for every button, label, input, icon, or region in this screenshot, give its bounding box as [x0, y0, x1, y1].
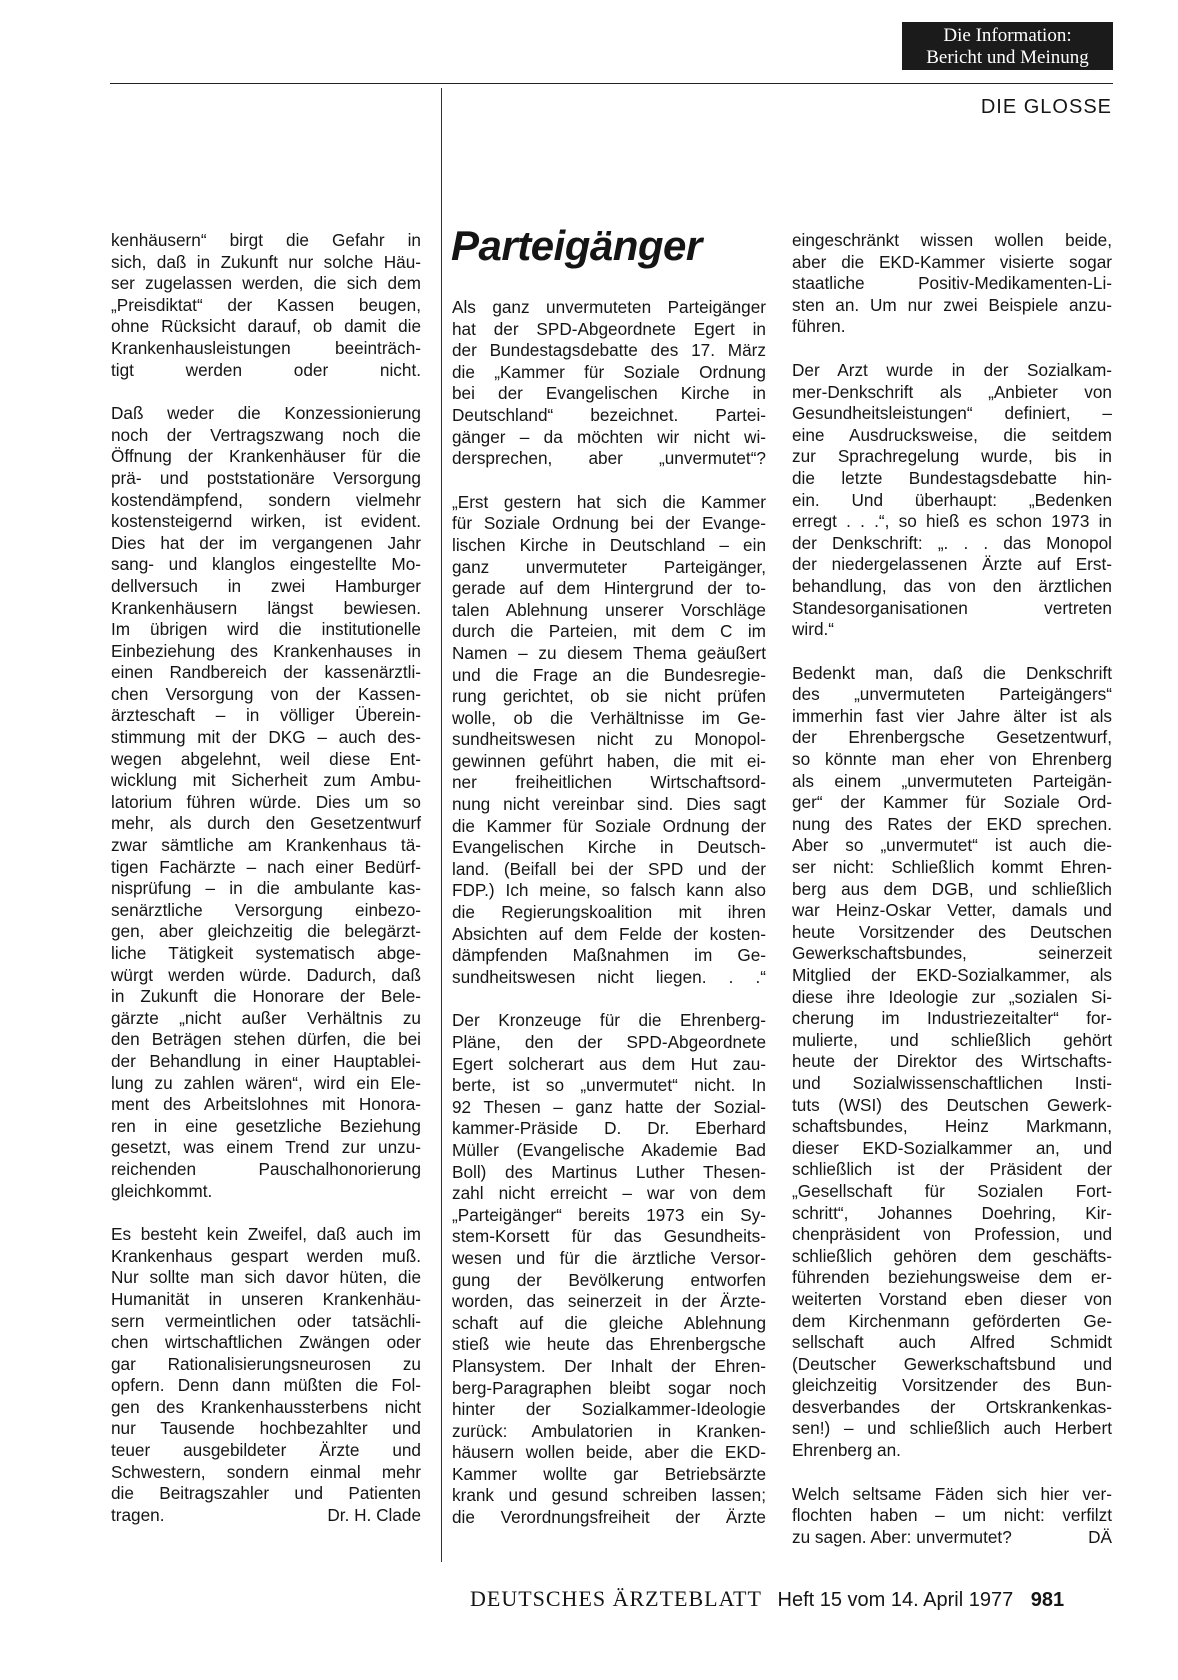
paragraph — [792, 663, 1112, 1462]
text-line: berg aus dem DGB, und schließlich — [792, 878, 1112, 899]
text-line: Humanität in unseren Krankenhäu- — [111, 1288, 421, 1309]
text-line: ment des Arbeitslohnes mit Honora- — [111, 1094, 421, 1115]
text-line: ren in eine gesetzliche Beziehung — [111, 1115, 421, 1136]
text-line: Welch seltsame Fäden sich hier ver- — [792, 1483, 1112, 1504]
text-line: in Zukunft die Honorare der Bele- — [111, 986, 421, 1007]
paragraph — [111, 1224, 421, 1526]
text-line: talen Ablehnung unserer Vorschläge — [452, 599, 766, 620]
text-line: die Verordnungsfreiheit der Ärzte — [452, 1507, 766, 1528]
text-line: sang- und klanglos eingestellte Mo- — [111, 554, 421, 575]
text-line: gänger – da möchten wir nicht wi- — [452, 426, 766, 447]
text-line: für Soziale Ordnung bei der Evange- — [452, 513, 766, 534]
text-line: Gewerkschaftsbundes, seinerzeit — [792, 943, 1112, 964]
text-line: tigt werden oder nicht. — [111, 359, 421, 380]
text-line: sundheitswesen nicht zu Monopol- — [452, 729, 766, 750]
text-line: des „unvermuteten Parteigängers“ — [792, 684, 1112, 705]
text-line: Pläne, den der SPD-Abgeordnete — [452, 1032, 766, 1052]
text-line: die Beitragszahler und Patienten — [111, 1483, 421, 1504]
text-line: als einem „unvermuteten Parteigän- — [792, 770, 1112, 791]
text-line: dem Kirchenmann geförderten Ge- — [792, 1310, 1112, 1331]
text-line: aber die EKD-Kammer visierte sogar — [792, 251, 1112, 272]
text-line: teuer ausgebildeter Ärzte und — [111, 1440, 421, 1461]
text-line: „Preisdiktat“ der Kassen beugen, — [111, 294, 421, 315]
text-line: gleichzeitig Vorsitzender des Bun- — [792, 1375, 1112, 1396]
text-line: Krankenhäusern längst bewiesen. — [111, 597, 421, 618]
text-line: der Denkschrift: „. . . das Monopol — [792, 532, 1112, 553]
text-line: führenden beziehungsweise dem er- — [792, 1267, 1112, 1288]
text-line: Plansystem. Der Inhalt der Ehren- — [452, 1355, 766, 1376]
text-line: sellschaft auch Alfred Schmidt — [792, 1332, 1112, 1353]
text-line: tuts (WSI) des Deutschen Gewerk- — [792, 1094, 1112, 1115]
section-label: DIE GLOSSE — [980, 96, 1112, 118]
last-word: tragen. — [111, 1504, 165, 1525]
text-line: ganz unvermuteter Parteigänger, — [452, 556, 766, 577]
column-divider — [441, 88, 442, 1562]
text-line: weiterten Vorstand eben dieser von — [792, 1288, 1112, 1309]
text-line: Nur sollte man sich davor hüten, die — [111, 1267, 421, 1288]
text-line: behandlung, das von den ärztlichen — [792, 575, 1112, 596]
text-line: schaft auf die gleiche Ablehnung — [452, 1312, 766, 1333]
text-line: liche Tätigkeit systematisch abge- — [111, 943, 421, 963]
text-line: ohne Rücksicht darauf, ob damit die — [111, 316, 421, 337]
text-line: häusern wollen beide, aber die EKD- — [452, 1442, 766, 1463]
paragraph — [792, 230, 1112, 338]
text-line: ger“ der Kammer für Soziale Ord- — [792, 792, 1112, 813]
text-line: den Beträgen stehen dürfen, die bei — [111, 1029, 421, 1050]
text-line: Egert solcherart aus dem Hut zau- — [452, 1053, 766, 1074]
text-line: kammer-Präside D. Dr. Eberhard — [452, 1118, 766, 1139]
text-line: wesen und für die ärztliche Versor- — [452, 1247, 766, 1268]
text-line: dellversuch in zwei Hamburger — [111, 575, 421, 596]
text-line: war Heinz-Oskar Vetter, damals und — [792, 900, 1112, 921]
last-line: führen. — [792, 316, 846, 337]
last-line: wird.“ — [792, 619, 835, 640]
paragraph — [452, 1010, 766, 1528]
text-line: sen!) – und schließlich auch Herbert — [792, 1418, 1112, 1439]
text-line: kostensteigernd wirken, ist evident. — [111, 511, 421, 532]
text-line: heute der Direktor des Wirtschafts- — [792, 1051, 1112, 1072]
text-line: noch der Vertragszwang noch die — [111, 424, 421, 445]
text-line: diese ihre Ideologie zur „sozialen Si- — [792, 986, 1112, 1007]
text-line: der Bundestagsdebatte des 17. März — [452, 340, 766, 361]
text-line: wolle, ob die Verhältnisse im Ge- — [452, 707, 766, 728]
text-line: 92 Thesen – ganz hatte der Sozial- — [452, 1096, 766, 1117]
paragraph — [111, 403, 421, 1202]
text-line: Krankenhausleistungen beeinträch- — [111, 337, 421, 358]
text-line: (Deutscher Gewerkschaftsbund und — [792, 1353, 1112, 1374]
text-line: die Kammer für Soziale Ordnung der — [452, 815, 766, 836]
text-line: ser nicht: Schließlich kommt Ehren- — [792, 857, 1112, 878]
text-line: Namen – zu diesem Thema geäußert — [452, 642, 766, 663]
text-line: sich, daß in Zukunft nur solche Häu- — [111, 251, 421, 272]
text-line: kenhäusern“ birgt die Gefahr in — [111, 230, 421, 250]
text-line: einen Randbereich der kassenärztli- — [111, 662, 421, 683]
text-line: „Erst gestern hat sich die Kammer — [452, 491, 766, 512]
text-line: gärzte „nicht außer Verhältnis zu — [111, 1007, 421, 1028]
section-badge — [902, 22, 1113, 70]
text-line: zur Sprachregelung wurde, bis in — [792, 446, 1112, 467]
text-line: wicklung mit Sicherheit zum Ambu- — [111, 770, 421, 791]
text-line: bei der Evangelischen Kirche in — [452, 383, 766, 404]
text-line: ärzteschaft – in völliger Überein- — [111, 705, 421, 726]
text-line: Kammer wollte gar Betriebsärzte — [452, 1463, 766, 1484]
text-line: rung gerichtet, ob sie nicht prüfen — [452, 686, 766, 707]
text-line: eingeschränkt wissen wollen beide, — [792, 230, 1112, 250]
signature-line — [792, 1527, 1112, 1549]
text-line: Der Arzt wurde in der Sozialkam- — [792, 359, 1112, 380]
text-line: der Behandlung in einer Hauptablei- — [111, 1050, 421, 1071]
last-line: Ehrenberg an. — [792, 1440, 901, 1461]
text-line: FDP.) Ich meine, so falsch kann also — [452, 880, 766, 901]
text-line: würgt werden würde. Dadurch, daß — [111, 964, 421, 985]
issue-info: Heft 15 vom 14. April 1977 — [777, 1589, 1014, 1611]
text-line: senärztliche Versorgung einbezo- — [111, 899, 421, 920]
text-line: Boll) des Martinus Luther Thesen- — [452, 1161, 766, 1182]
text-line: sundheitswesen nicht liegen. . .“ — [452, 966, 766, 987]
text-line: kostendämpfend, sondern vielmehr — [111, 489, 421, 510]
text-line: hat der SPD-Abgeordnete Egert in — [452, 318, 766, 339]
text-line: chen wirtschaftlichen Zwängen oder — [111, 1332, 421, 1353]
text-line: „Gesellschaft für Sozialen Fort- — [792, 1180, 1112, 1201]
text-line: der niedergelassenen Ärzte auf Erst- — [792, 554, 1112, 575]
column-1 — [111, 230, 421, 1548]
text-line: Aber so „unvermutet“ ist auch die- — [792, 835, 1112, 856]
badge-line-2: Bericht und Meinung — [926, 47, 1089, 68]
text-line: Dies hat der im vergangenen Jahr — [111, 532, 421, 553]
text-line: chenpräsident von Profession, und — [792, 1224, 1112, 1245]
text-line: so könnte man eher von Ehrenberg — [792, 749, 1112, 770]
text-line: Absichten auf dem Felde der kosten- — [452, 923, 766, 944]
text-line: mehr, als durch den Gesetzentwurf — [111, 813, 421, 834]
text-line: gleichkommt. — [111, 1180, 213, 1201]
text-line: stem-Korsett für das Gesundheits- — [452, 1226, 766, 1247]
text-line: Der Kronzeuge für die Ehrenberg- — [452, 1010, 766, 1031]
text-line: reichenden Pauschalhonorierung — [111, 1158, 421, 1179]
text-line: nisprüfung – in die ambulante kas- — [111, 878, 421, 899]
paragraph — [792, 1484, 1112, 1549]
text-line: dieser EKD-Sozialkammer an, und — [792, 1137, 1112, 1158]
page-number: 981 — [1030, 1589, 1065, 1611]
column-2 — [452, 297, 766, 1551]
text-line: nur Tausende hochbezahlter und — [111, 1418, 421, 1439]
paragraph — [452, 297, 766, 470]
text-line: Es besteht kein Zweifel, daß auch im — [111, 1224, 421, 1245]
text-line: mulierte, und schließlich gehört — [792, 1029, 1112, 1050]
text-line: Krankenhaus gespart werden muß. — [111, 1245, 421, 1266]
text-line: cherung im Industriezeitalter“ for- — [792, 1008, 1112, 1029]
text-line: mer-Denkschrift als „Anbieter von — [792, 381, 1112, 402]
text-line: opfern. Denn dann müßten die Fol- — [111, 1375, 421, 1396]
text-line: prä- und poststationäre Versorgung — [111, 467, 421, 488]
text-line: dersprechen, aber „unvermutet“? — [452, 448, 766, 469]
text-line: die letzte Bundestagsdebatte hin- — [792, 467, 1112, 488]
badge-line-1: Die Information: — [943, 25, 1072, 46]
text-line: hinter der Sozialkammer-Ideologie — [452, 1399, 766, 1420]
text-line: gen, aber gleichzeitig die belegärzt- — [111, 921, 421, 942]
page-footer — [470, 1586, 1064, 1612]
text-line: wegen abgelehnt, weil diese Ent- — [111, 748, 421, 769]
text-line: durch die Parteien, mit dem C im — [452, 621, 766, 642]
column-3 — [792, 230, 1112, 1570]
text-line: der Ehrenbergsche Gesetzentwurf, — [792, 727, 1112, 748]
text-line: Standesorganisationen vertreten — [792, 597, 1112, 618]
text-line: Daß weder die Konzessionierung — [111, 403, 421, 424]
text-line: worden, das seinerzeit in der Ärzte- — [452, 1291, 766, 1312]
text-line: schritt“, Johannes Doehring, Kir- — [792, 1202, 1112, 1223]
text-line: eine Ausdrucksweise, die seitdem — [792, 424, 1112, 445]
text-line: Evangelischen Kirche in Deutsch- — [452, 837, 766, 858]
text-line: nung des Rates der EKD sprechen. — [792, 813, 1112, 834]
text-line: und Sozialwissenschaftlichen Insti- — [792, 1072, 1112, 1093]
text-line: sern vermeintlichen oder tatsächli- — [111, 1310, 421, 1331]
text-line: erregt . . .“, so hieß es schon 1973 in — [792, 511, 1112, 532]
text-line: flochten haben – um nicht: verfilzt — [792, 1505, 1112, 1526]
text-line: Bedenkt man, daß die Denkschrift — [792, 662, 1112, 683]
text-line: dämpfenden Maßnahmen im Ge- — [452, 945, 766, 966]
text-line: lung zu zahlen wären“, wird ein Ele- — [111, 1072, 421, 1093]
text-line: „Parteigänger“ bereits 1973 ein Sy- — [452, 1204, 766, 1225]
text-line: desverbandes der Ortskrankenkas- — [792, 1396, 1112, 1417]
text-line: gewinnen geführt haben, die mit ei- — [452, 750, 766, 771]
text-line: Einbeziehung des Krankenhauses in — [111, 640, 421, 661]
text-line: lischen Kirche in Deutschland – ein — [452, 534, 766, 555]
text-line: staatliche Positiv-Medikamenten-Li- — [792, 273, 1112, 294]
text-line: und die Frage an die Bundesregie- — [452, 664, 766, 685]
text-line: Als ganz unvermuteten Parteigänger — [452, 297, 766, 317]
text-line: chen Versorgung von der Kassen- — [111, 683, 421, 704]
text-line: Müller (Evangelische Akademie Bad — [452, 1139, 766, 1160]
text-line: stieß wie heute das Ehrenbergsche — [452, 1334, 766, 1355]
text-line: immerhin fast vier Jahre älter ist als — [792, 705, 1112, 726]
text-line: tigen Fachärzte – nach einer Bedürf- — [111, 856, 421, 877]
text-line: gar Rationalisierungsneurosen zu — [111, 1353, 421, 1374]
text-line: gung der Bevölkerung entworfen — [452, 1269, 766, 1290]
text-line: ner freiheitlichen Wirtschaftsord- — [452, 772, 766, 793]
text-line: zurück: Ambulatorien in Kranken- — [452, 1420, 766, 1441]
article-title: Parteigänger — [451, 222, 702, 269]
text-line: nung nicht vereinbar sind. Dies sagt — [452, 794, 766, 815]
paragraph — [792, 360, 1112, 641]
paragraph — [452, 492, 766, 989]
text-line: schaftsbundes, Heinz Markmann, — [792, 1116, 1112, 1137]
text-line: Öffnung der Krankenhäuser für die — [111, 446, 421, 467]
top-rule — [110, 83, 1113, 84]
text-line: gerade auf dem Hintergrund der to- — [452, 578, 766, 599]
last-line: zu sagen. Aber: unvermutet? — [792, 1526, 1012, 1547]
text-line: schließlich ist der Präsident der — [792, 1159, 1112, 1180]
text-line: zahl nicht erreicht – war von dem — [452, 1183, 766, 1204]
author-signature: Dr. H. Clade — [327, 1504, 421, 1525]
text-line: stimmung mit der DKG – auch des- — [111, 727, 421, 748]
text-line: land. (Beifall bei der SPD und der — [452, 858, 766, 879]
text-line: Gesundheitsleistungen“ definiert, – — [792, 403, 1112, 424]
text-line: berte, ist so „unvermutet“ nicht. In — [452, 1075, 766, 1096]
paragraph — [111, 230, 421, 381]
text-line: die „Kammer für Soziale Ordnung — [452, 361, 766, 382]
text-line: schließlich gehören dem geschäfts- — [792, 1245, 1112, 1266]
text-line: latorium führen würde. Dies um so — [111, 791, 421, 812]
text-line: sten an. Um nur zwei Beispiele anzu- — [792, 294, 1112, 315]
text-line: ser zugelassen werden, die sich dem — [111, 273, 421, 294]
text-line: krank und gesund schreiben lassen; — [452, 1485, 766, 1506]
text-line: Mitglied der EKD-Sozialkammer, als — [792, 965, 1112, 985]
text-line: Im übrigen wird die institutionelle — [111, 619, 421, 640]
text-line: berg-Paragraphen bleibt sogar noch — [452, 1377, 766, 1398]
text-line: gen des Krankenhaussterbens nicht — [111, 1396, 421, 1417]
text-line: gesetzt, was einem Trend zur unzu- — [111, 1137, 421, 1158]
text-line: heute Vorsitzender des Deutschen — [792, 921, 1112, 942]
author-signature: DÄ — [1088, 1526, 1112, 1547]
text-line: Schwestern, sondern einmal mehr — [111, 1461, 421, 1482]
signature-line — [111, 1505, 421, 1527]
text-line: die Regierungskoalition mit ihren — [452, 902, 766, 923]
text-line: zwar sämtliche am Krankenhaus tä- — [111, 835, 421, 856]
text-line: Deutschland“ bezeichnet. Partei- — [452, 404, 766, 425]
journal-name: DEUTSCHES ÄRZTEBLATT — [470, 1586, 762, 1611]
text-line: ein. Und überhaupt: „Bedenken — [792, 489, 1112, 510]
